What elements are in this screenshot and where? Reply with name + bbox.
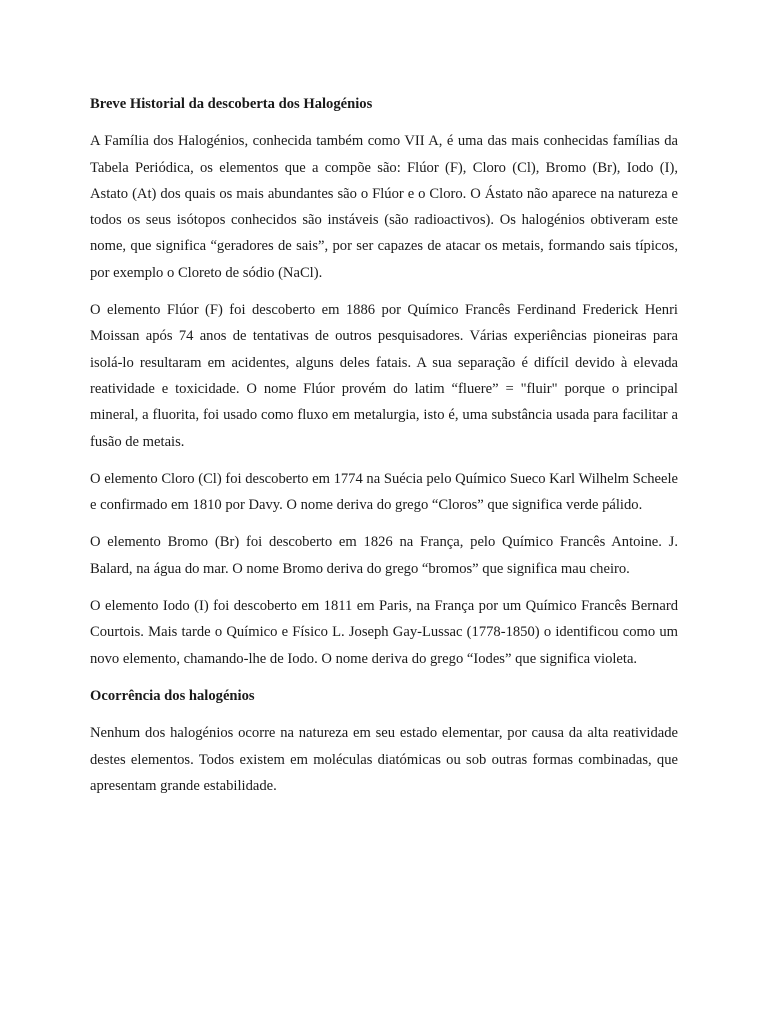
document-title: Breve Historial da descoberta dos Halogénios	[90, 96, 373, 112]
bromo-paragraph: O elemento Bromo (Br) foi descoberto em 1826 na França, pelo Químico Francês Antoine. J. Balard, na água do mar. O nome Bromo deriva do grego “bromos” que significa mau cheiro.	[90, 534, 678, 577]
intro-paragraph: A Família dos Halogénios, conhecida também como VII A, é uma das mais conhecidas famílias da Tabela Periódica, os elementos que a compõe são: Flúor (F), Cloro (Cl), Bromo (Br), Iodo (I), Astato (At) dos quais os mais abundantes são o Flúor e o Cloro. O Ástato não aparece na natureza e todos os seus isótopos conhecidos são instáveis (são radioactivos). Os halogénios obtiveram este nome, que significa “geradores de sais”, por ser capazes de atacar os metais, formando sais típicos, por exemplo o Cloreto de sódio (NaCl).	[90, 133, 678, 281]
occurrence-paragraph: Nenhum dos halogénios ocorre na natureza em seu estado elementar, por causa da alta reatividade destes elementos. Todos existem em moléculas diatómicas ou sob outras formas combinadas, que apresentam grande estabilidade.	[90, 725, 678, 794]
iodo-paragraph: O elemento Iodo (I) foi descoberto em 1811 em Paris, na França por um Químico Francês Bernard Courtois. Mais tarde o Químico e Físico L. Joseph Gay-Lussac (1778-1850) o identificou como um novo elemento, chamando-lhe de Iodo. O nome deriva do grego “Iodes” que significa violeta.	[90, 598, 678, 667]
occurrence-heading: Ocorrência dos halogénios	[90, 687, 255, 704]
fluor-paragraph: O elemento Flúor (F) foi descoberto em 1886 por Químico Francês Ferdinand Frederick Henri Moissan após 74 anos de tentativas de outros pesquisadores. Várias experiências pioneiras para isolá-lo resultaram em acidentes, alguns deles fatais. A sua separação é difícil devido à elevada reatividade e toxicidade. O nome Flúor provém do latim “fluere” = "fluir" porque o principal mineral, a fluorita, foi usado como fluxo em metalurgia, isto é, uma substância usada para facilitar a fusão de metais.	[90, 302, 678, 450]
document-page	[90, 91, 678, 810]
cloro-paragraph: O elemento Cloro (Cl) foi descoberto em 1774 na Suécia pelo Químico Sueco Karl Wilhelm Scheele e confirmado em 1810 por Davy. O nome deriva do grego “Cloros” que significa verde pálido.	[90, 470, 679, 514]
